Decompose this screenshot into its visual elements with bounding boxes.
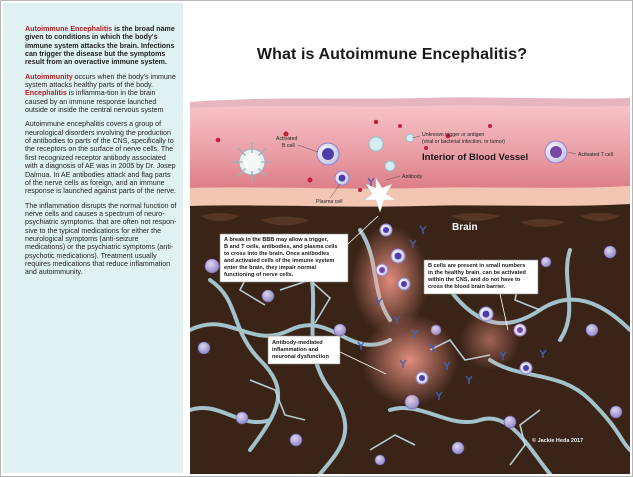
intro-paragraph <box>25 25 177 67</box>
callout-ab-line-2: inflammation and <box>272 347 319 353</box>
callout-bcell-line-1: B cells are present in small numbers <box>428 263 526 269</box>
label-unknown-trigger-2: (viral or bacterial infection, or tumor) <box>422 139 506 145</box>
term-autoimmunity: Autoimmunity <box>25 72 73 81</box>
callout-bbb-line-2: B and T cells, antibodies, and plasma cells <box>224 244 338 250</box>
plasma-cell <box>335 171 349 185</box>
diagram-title-text: What is Autoimmune Encephalitis? <box>256 46 528 63</box>
treatment-paragraph: The inflammation disrupts the normal function of nerve cells and causes a spectrum of neuro-psychiatric symptoms. that are often not respon-sive to the typical medications for either the neurological symptoms (anti-seizure medications) or the psychiatric symptoms (anti-psychotic medications). Treatment usually requires medications that reduce inflammation and autoimmunity. <box>25 201 177 277</box>
callout-bbb-line-6: functioning of nerve cells. <box>224 272 294 278</box>
label-plasma-cell: Plasma cell <box>316 199 343 205</box>
spiky-cell <box>232 142 272 182</box>
callout-ab-line-3: neuronal dysfunction <box>272 354 329 360</box>
label-activated-b-cell-2: B cell <box>282 143 295 149</box>
callout-bbb-line-4: and activated cells of the immune system <box>224 258 335 264</box>
callout-ab-line-1: Antibody-mediated <box>272 340 323 346</box>
copyright: © Jackie Heda 2017 <box>532 438 584 444</box>
label-activated-b-cell-1: Activated <box>276 136 298 142</box>
vessel-label: Interior of Blood Vessel <box>422 152 529 163</box>
definition-autoimmunity: occurs when the body's immune system attacks healthy parts of the body. <box>25 72 176 90</box>
callout-bbb-line-1: A break in the BBB may allow a trigger, <box>224 237 328 243</box>
text-panel <box>3 3 183 473</box>
callout-bcell-line-2: in the healthy brain, can be activated <box>428 270 526 276</box>
callout-bcell-line-3: within the CNS, and do not have to <box>428 277 521 283</box>
vessel-wall <box>190 186 630 209</box>
callout-bbb-line-5: enter the brain, they impair normal <box>224 265 317 271</box>
callout-bcell-line-4: cross the blood brain barrier. <box>428 284 506 290</box>
label-unknown-trigger-1: Unknown trigger or antigen <box>422 132 485 138</box>
label-activated-t-cell: Activated T cell <box>578 152 613 158</box>
term-autoimmune-encephalitis: Autoimmune Encephalitis <box>25 25 113 33</box>
overview-paragraph: Autoimmune encephalitis covers a group of neurological disorders involving the production of antibodies to parts of the CNS, specifically to the receptors on the surface of nerve cells. The first recognized receptor antibody associated with a diagnosis of AE was in 2005 by Dr. Josep Dalmua. In AE antibodies attack and flag parts of the nerve cells as foreign, and an immune response is launched against parts of the nerve. <box>25 120 177 196</box>
activated-b-cell <box>317 143 339 165</box>
term-encephalitis: Encephalitis <box>25 89 67 98</box>
activated-t-cell <box>545 141 567 163</box>
definition-encephalitis: is inflamma-tion in the brain caused by an immune response launched outside or inside the central nervous system <box>25 89 164 115</box>
brain-label: Brain <box>452 222 478 233</box>
intro-text: is the broad name given to conditions in which the body's immune system attacks the brain. Infections can trigger the disease but the symptoms result from an overactive immune system. <box>25 25 175 67</box>
definitions-paragraph <box>25 73 177 115</box>
illustration <box>190 30 630 474</box>
callout-bbb-line-3: to cross into the brain. Once antibodies <box>224 251 330 257</box>
label-antibody: Antibody <box>402 174 423 180</box>
